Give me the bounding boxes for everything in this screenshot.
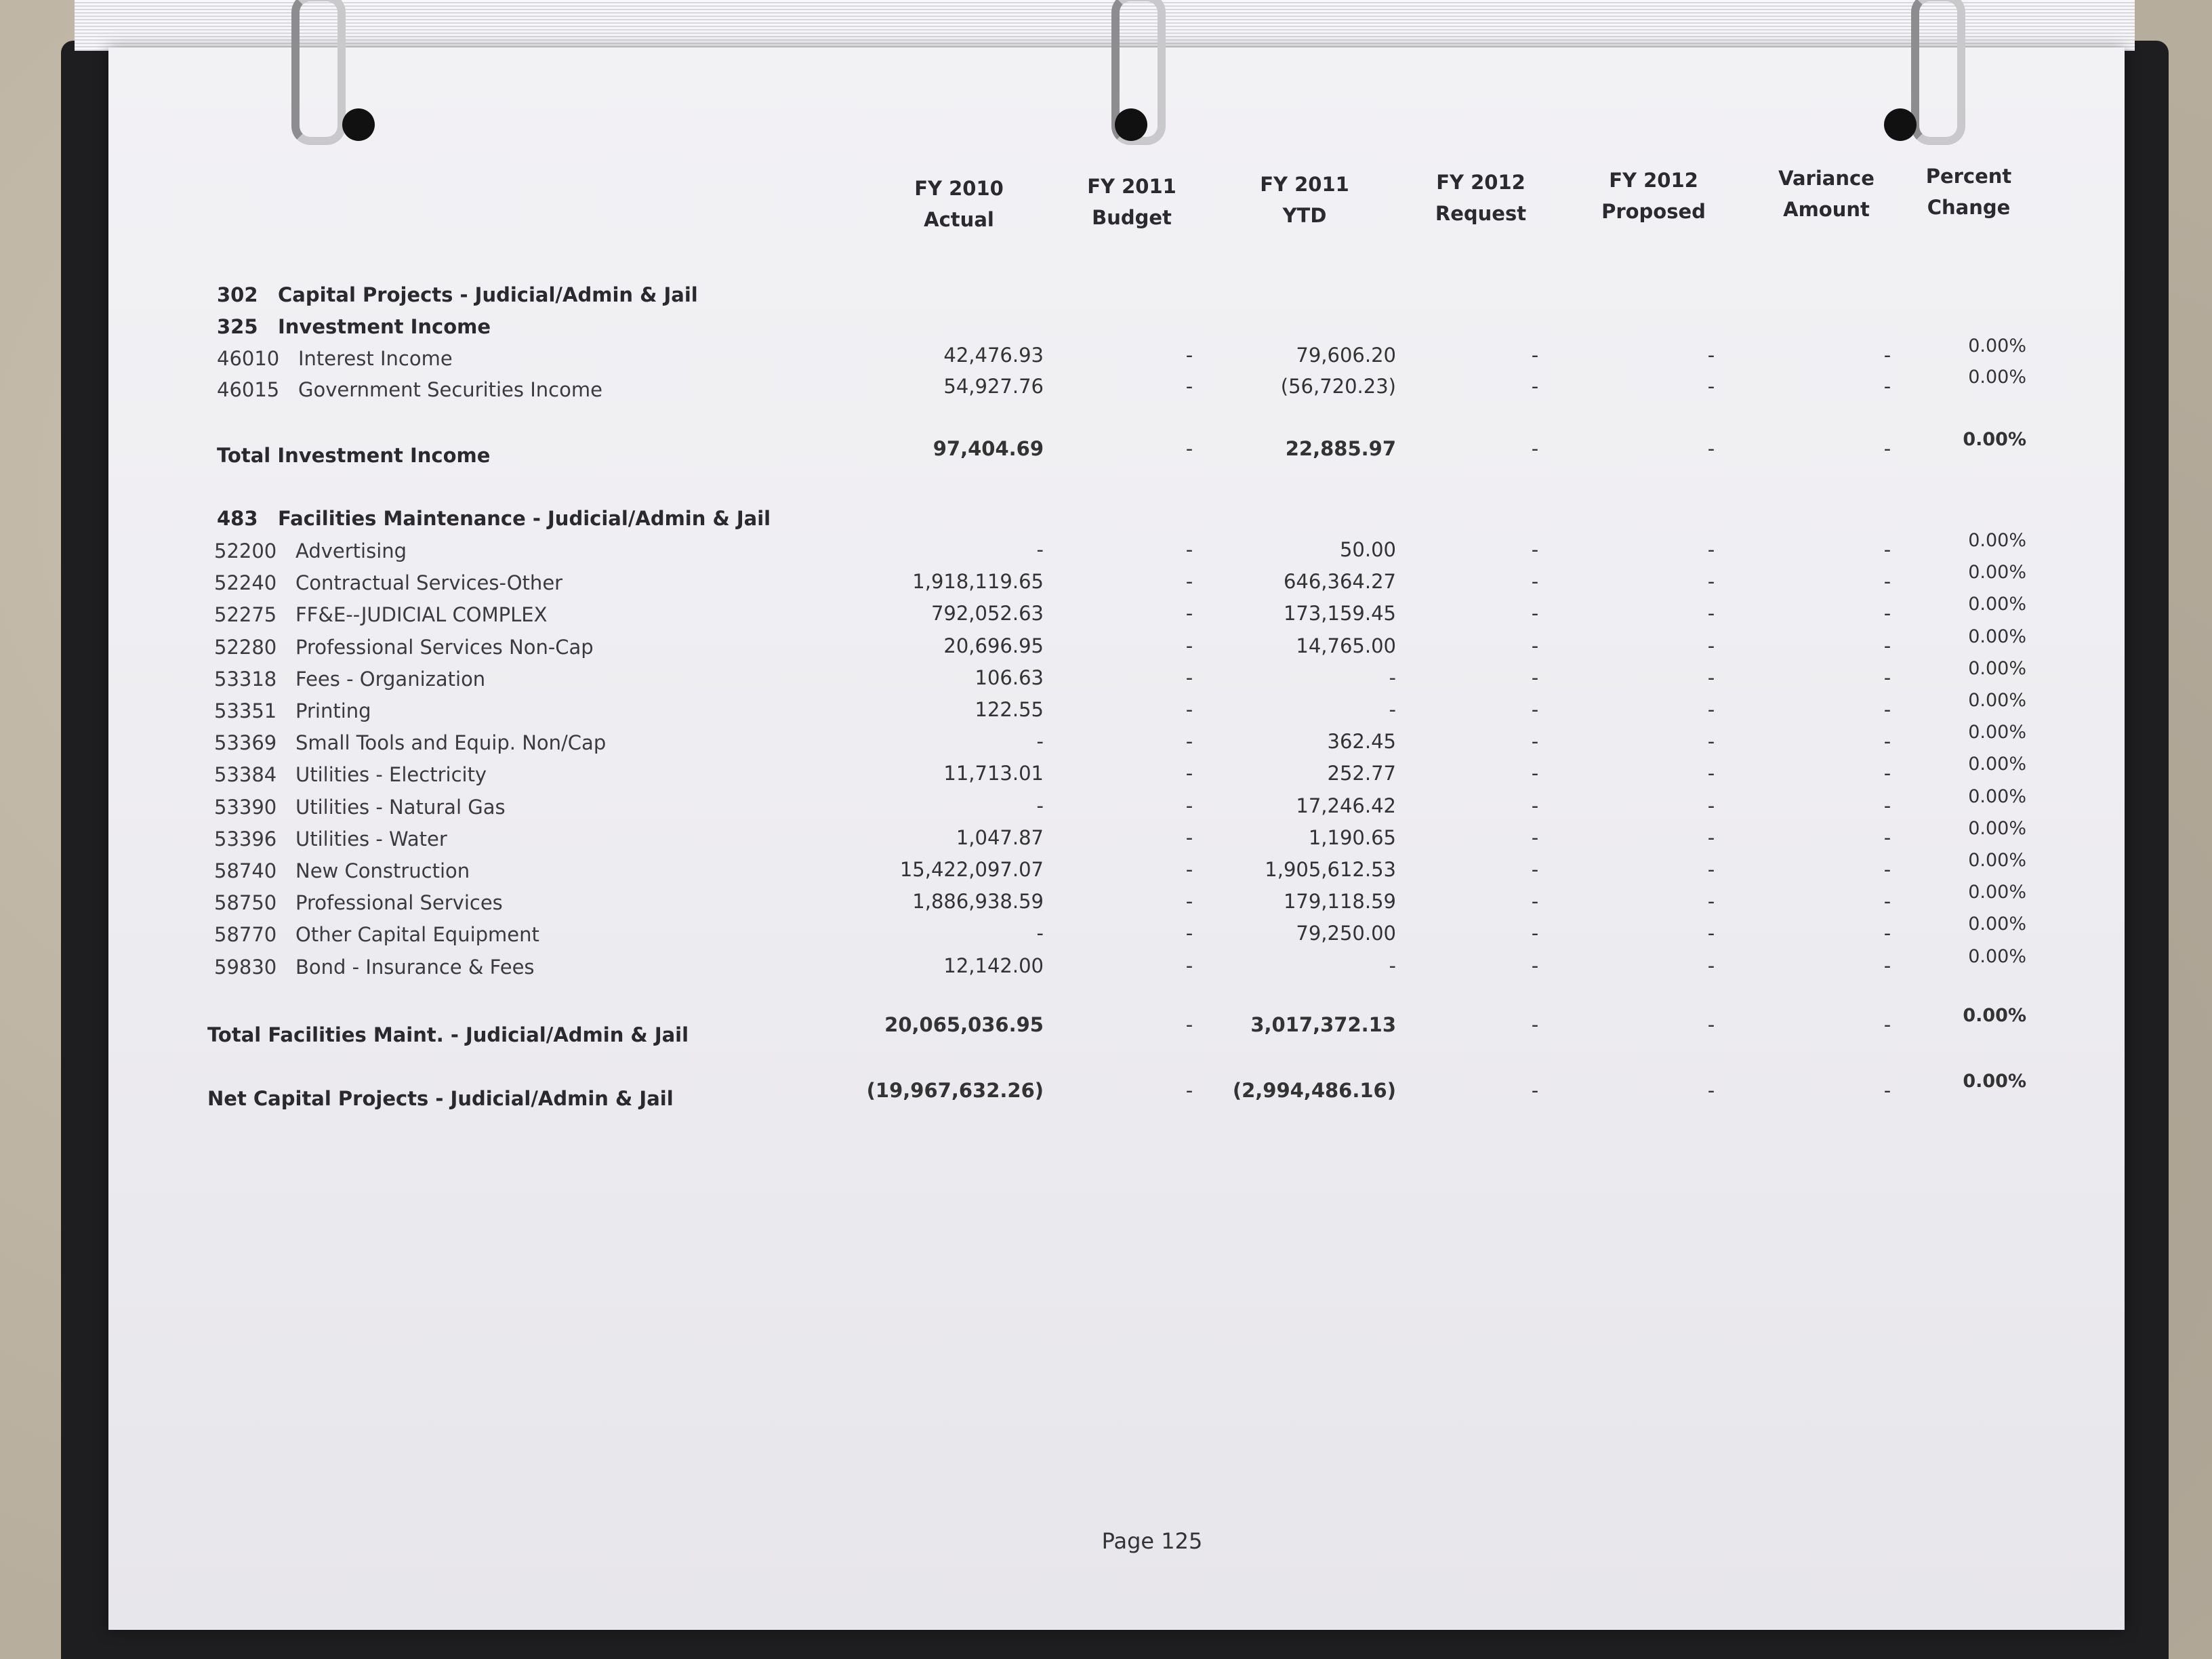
- line-item-fy2011-ytd: 17,246.42: [1296, 794, 1396, 817]
- line-item-percent-change: 0.00%: [1968, 562, 2026, 583]
- account-label: Advertising: [295, 539, 407, 562]
- section-total-fy2012-request: -: [1531, 1013, 1539, 1036]
- line-item-fy2010-actual: -: [1036, 538, 1044, 561]
- line-item-fy2011-budget: -: [1185, 602, 1193, 626]
- line-item-fy2011-ytd: -: [1389, 954, 1396, 977]
- section-total-label: Total Facilities Maint. - Judicial/Admin & Jail: [207, 1023, 689, 1046]
- page-number: Page 125: [1101, 1528, 1203, 1554]
- line-item-fy2012-proposed: -: [1707, 730, 1715, 754]
- line-item-fy2012-proposed: -: [1707, 890, 1715, 914]
- column-header-line1: FY 2012: [1436, 171, 1525, 194]
- account-label: Utilities - Electricity: [295, 763, 487, 787]
- line-item-fy2011-budget: -: [1185, 858, 1193, 881]
- net-total-fy2012-proposed: -: [1707, 1079, 1715, 1102]
- column-header: [1220, 169, 1389, 231]
- account-label: Other Capital Equipment: [295, 923, 539, 947]
- column-header: [1047, 171, 1216, 233]
- account-label: Fees - Organization: [295, 667, 486, 691]
- account-code: 58750: [214, 891, 277, 915]
- account-label: FF&E--JUDICIAL COMPLEX: [295, 603, 548, 627]
- line-item-variance-amount: -: [1883, 858, 1891, 881]
- account-label: New Construction: [295, 859, 470, 882]
- net-total-fy2011-ytd: (2,994,486.16): [1232, 1079, 1396, 1102]
- line-item-fy2012-proposed: -: [1707, 922, 1715, 945]
- section-total-fy2011-ytd: 3,017,372.13: [1250, 1013, 1396, 1036]
- line-item-fy2011-budget: -: [1185, 954, 1193, 977]
- line-item-percent-change: 0.00%: [1968, 817, 2026, 839]
- line-item-fy2010-actual: 20,696.95: [943, 634, 1044, 657]
- line-item-fy2011-ytd: -: [1389, 698, 1396, 721]
- section-total-fy2012-proposed: -: [1707, 1013, 1715, 1036]
- line-item-fy2010-actual: 42,476.93: [943, 344, 1044, 367]
- line-item-fy2011-ytd: 252.77: [1327, 762, 1396, 785]
- line-item-percent-change: 0.00%: [1968, 945, 2026, 967]
- account-code: 58740: [214, 859, 277, 882]
- section-total-percent-change: 0.00%: [1963, 1005, 2026, 1026]
- line-item-fy2012-request: -: [1531, 858, 1539, 881]
- column-header-line1: Percent: [1925, 165, 2012, 188]
- line-item-fy2012-request: -: [1531, 825, 1539, 849]
- net-total-fy2010-actual: (19,967,632.26): [866, 1079, 1044, 1102]
- punch-hole-right: [1884, 108, 1917, 141]
- column-header-line2: Change: [1927, 196, 2011, 219]
- line-item-fy2010-actual: 1,047.87: [956, 825, 1044, 849]
- line-item-fy2010-actual: -: [1036, 794, 1044, 817]
- section-title: Investment Income: [278, 315, 491, 338]
- punch-hole-left: [342, 108, 375, 141]
- account-label: Interest Income: [298, 347, 453, 370]
- fund-title: Capital Projects - Judicial/Admin & Jail: [278, 283, 698, 306]
- account-label: Printing: [295, 699, 371, 722]
- line-item-fy2011-budget: -: [1185, 698, 1193, 721]
- section-total-variance-amount: -: [1883, 437, 1891, 460]
- section-total-fy2012-request: -: [1531, 437, 1539, 460]
- line-item-fy2012-proposed: -: [1707, 665, 1715, 689]
- line-item-fy2012-request: -: [1531, 634, 1539, 657]
- section-total-variance-amount: -: [1883, 1013, 1891, 1036]
- line-item-percent-change: 0.00%: [1968, 722, 2026, 743]
- line-item-fy2011-budget: -: [1185, 570, 1193, 594]
- line-item-variance-amount: -: [1883, 922, 1891, 945]
- line-item-variance-amount: -: [1883, 570, 1891, 594]
- account-code: 59830: [214, 955, 277, 979]
- section-title: Facilities Maintenance - Judicial/Admin & Jail: [278, 507, 771, 530]
- section-total-percent-change: 0.00%: [1963, 429, 2026, 450]
- account-code: 53318: [214, 667, 277, 691]
- line-item-variance-amount: -: [1883, 602, 1891, 626]
- line-item-variance-amount: -: [1883, 538, 1891, 561]
- line-item-fy2010-actual: -: [1036, 730, 1044, 754]
- line-item-fy2012-proposed: -: [1707, 344, 1715, 367]
- line-item-percent-change: 0.00%: [1968, 850, 2026, 871]
- line-item-fy2010-actual: 15,422,097.07: [899, 858, 1044, 881]
- line-item-fy2012-proposed: -: [1707, 698, 1715, 721]
- line-item-variance-amount: -: [1883, 794, 1891, 817]
- net-total-label: Net Capital Projects - Judicial/Admin & Jail: [207, 1087, 674, 1110]
- line-item-fy2011-budget: -: [1185, 730, 1193, 754]
- account-code: 46010: [217, 347, 280, 370]
- line-item-fy2011-ytd: -: [1389, 665, 1396, 689]
- line-item-fy2010-actual: 12,142.00: [943, 954, 1044, 977]
- line-item-fy2011-ytd: 1,190.65: [1308, 825, 1396, 849]
- column-header-line2: Actual: [924, 208, 994, 231]
- line-item-fy2011-budget: -: [1185, 634, 1193, 657]
- line-item-fy2012-proposed: -: [1707, 570, 1715, 594]
- line-item-fy2011-budget: -: [1185, 665, 1193, 689]
- line-item-fy2012-proposed: -: [1707, 825, 1715, 849]
- section-total-label: Total Investment Income: [217, 444, 491, 467]
- line-item-fy2011-budget: -: [1185, 375, 1193, 398]
- line-item-fy2011-ytd: 173,159.45: [1283, 602, 1396, 626]
- account-label: Professional Services Non-Cap: [295, 635, 594, 659]
- line-item-fy2012-request: -: [1531, 344, 1539, 367]
- account-code: 53351: [214, 699, 277, 722]
- line-item-percent-change: 0.00%: [1968, 367, 2026, 388]
- line-item-fy2011-ytd: 1,905,612.53: [1265, 858, 1396, 881]
- column-header-line1: Variance: [1778, 167, 1875, 190]
- column-header: [1569, 165, 1738, 227]
- net-total-fy2012-request: -: [1531, 1079, 1539, 1102]
- line-item-variance-amount: -: [1883, 762, 1891, 785]
- account-code: 53384: [214, 763, 277, 787]
- line-item-fy2011-ytd: 362.45: [1327, 730, 1396, 754]
- line-item-fy2012-request: -: [1531, 698, 1539, 721]
- page-stack-edges: [75, 0, 2135, 51]
- account-label: Contractual Services-Other: [295, 571, 563, 595]
- section-total-fy2010-actual: 97,404.69: [933, 437, 1044, 460]
- line-item-fy2011-budget: -: [1185, 922, 1193, 945]
- column-header-line1: FY 2012: [1609, 169, 1698, 192]
- line-item-fy2012-request: -: [1531, 665, 1539, 689]
- line-item-percent-change: 0.00%: [1968, 690, 2026, 711]
- line-item-fy2010-actual: 11,713.01: [943, 762, 1044, 785]
- line-item-percent-change: 0.00%: [1968, 530, 2026, 551]
- account-label: Utilities - Natural Gas: [295, 795, 506, 819]
- net-total-fy2011-budget: -: [1185, 1079, 1193, 1102]
- line-item-fy2012-proposed: -: [1707, 794, 1715, 817]
- line-item-fy2012-request: -: [1531, 375, 1539, 398]
- line-item-percent-change: 0.00%: [1968, 626, 2026, 647]
- line-item-percent-change: 0.00%: [1968, 657, 2026, 679]
- line-item-fy2012-proposed: -: [1707, 538, 1715, 561]
- line-item-variance-amount: -: [1883, 730, 1891, 754]
- line-item-variance-amount: -: [1883, 890, 1891, 914]
- line-item-variance-amount: -: [1883, 698, 1891, 721]
- net-total-percent-change: 0.00%: [1963, 1071, 2026, 1092]
- line-item-percent-change: 0.00%: [1968, 754, 2026, 775]
- line-item-fy2011-budget: -: [1185, 538, 1193, 561]
- account-label: Utilities - Water: [295, 827, 447, 851]
- line-item-fy2011-budget: -: [1185, 890, 1193, 914]
- line-item-fy2010-actual: 792,052.63: [930, 602, 1044, 626]
- account-code: 53396: [214, 827, 277, 851]
- account-label: Professional Services: [295, 891, 503, 915]
- column-header: [1396, 167, 1565, 229]
- section-total-fy2011-budget: -: [1185, 437, 1193, 460]
- line-item-fy2012-request: -: [1531, 602, 1539, 626]
- account-code: 53390: [214, 795, 277, 819]
- punch-hole-center: [1115, 108, 1147, 141]
- line-item-percent-change: 0.00%: [1968, 882, 2026, 903]
- line-item-variance-amount: -: [1883, 825, 1891, 849]
- line-item-fy2012-proposed: -: [1707, 954, 1715, 977]
- line-item-variance-amount: -: [1883, 344, 1891, 367]
- line-item-fy2010-actual: 106.63: [975, 665, 1044, 689]
- column-header-line2: Amount: [1783, 198, 1870, 221]
- line-item-fy2010-actual: 1,886,938.59: [912, 890, 1044, 914]
- line-item-variance-amount: -: [1883, 665, 1891, 689]
- section-total-fy2011-ytd: 22,885.97: [1285, 437, 1396, 460]
- column-header-line2: Proposed: [1601, 200, 1706, 223]
- line-item-fy2012-request: -: [1531, 762, 1539, 785]
- line-item-fy2011-ytd: 50.00: [1339, 538, 1396, 561]
- line-item-fy2011-budget: -: [1185, 344, 1193, 367]
- column-header-line2: Request: [1435, 202, 1527, 225]
- column-header-line2: Budget: [1092, 206, 1172, 229]
- account-code: 52240: [214, 571, 277, 595]
- line-item-fy2012-proposed: -: [1707, 375, 1715, 398]
- line-item-fy2012-request: -: [1531, 538, 1539, 561]
- line-item-percent-change: 0.00%: [1968, 594, 2026, 615]
- column-header: [874, 173, 1044, 235]
- line-item-fy2011-ytd: (56,720.23): [1280, 375, 1396, 398]
- net-total-variance-amount: -: [1883, 1079, 1891, 1102]
- line-item-fy2011-budget: -: [1185, 825, 1193, 849]
- line-item-fy2010-actual: 1,918,119.65: [912, 570, 1044, 594]
- line-item-variance-amount: -: [1883, 375, 1891, 398]
- line-item-fy2012-proposed: -: [1707, 602, 1715, 626]
- account-code: 52280: [214, 635, 277, 659]
- section-total-fy2011-budget: -: [1185, 1013, 1193, 1036]
- binder-ring-right: [1911, 0, 1965, 145]
- line-item-fy2011-budget: -: [1185, 794, 1193, 817]
- line-item-percent-change: 0.00%: [1968, 785, 2026, 807]
- line-item-fy2012-request: -: [1531, 890, 1539, 914]
- account-label: Government Securities Income: [298, 378, 602, 401]
- column-header-line1: FY 2011: [1260, 173, 1349, 196]
- line-item-variance-amount: -: [1883, 954, 1891, 977]
- binder-ring-left: [291, 0, 346, 145]
- line-item-percent-change: 0.00%: [1968, 914, 2026, 935]
- account-label: Small Tools and Equip. Non/Cap: [295, 731, 607, 755]
- line-item-fy2010-actual: 122.55: [975, 698, 1044, 721]
- section-code: 325: [217, 315, 258, 338]
- line-item-fy2011-ytd: 14,765.00: [1296, 634, 1396, 657]
- account-code: 52275: [214, 603, 277, 627]
- line-item-fy2011-ytd: 646,364.27: [1283, 570, 1396, 594]
- line-item-fy2012-request: -: [1531, 730, 1539, 754]
- line-item-variance-amount: -: [1883, 634, 1891, 657]
- section-total-fy2012-proposed: -: [1707, 437, 1715, 460]
- column-header-line1: FY 2010: [914, 177, 1004, 200]
- line-item-fy2011-ytd: 79,606.20: [1296, 344, 1396, 367]
- line-item-fy2012-proposed: -: [1707, 762, 1715, 785]
- section-total-fy2010-actual: 20,065,036.95: [884, 1013, 1044, 1036]
- line-item-percent-change: 0.00%: [1968, 335, 2026, 356]
- line-item-fy2011-budget: -: [1185, 762, 1193, 785]
- line-item-fy2012-request: -: [1531, 922, 1539, 945]
- line-item-fy2010-actual: -: [1036, 922, 1044, 945]
- section-code: 483: [217, 507, 258, 530]
- line-item-fy2011-ytd: 179,118.59: [1283, 890, 1396, 914]
- line-item-fy2012-proposed: -: [1707, 634, 1715, 657]
- line-item-fy2012-request: -: [1531, 954, 1539, 977]
- account-code: 53369: [214, 731, 277, 755]
- line-item-fy2012-request: -: [1531, 570, 1539, 594]
- column-header: [1884, 161, 2053, 223]
- account-label: Bond - Insurance & Fees: [295, 955, 535, 979]
- column-header-line2: YTD: [1282, 204, 1327, 227]
- line-item-fy2012-proposed: -: [1707, 858, 1715, 881]
- line-item-fy2010-actual: 54,927.76: [943, 375, 1044, 398]
- column-header-line1: FY 2011: [1087, 175, 1176, 198]
- account-code: 46015: [217, 378, 280, 401]
- account-code: 52200: [214, 539, 277, 562]
- fund-code: 302: [217, 283, 258, 306]
- account-code: 58770: [214, 923, 277, 947]
- line-item-fy2012-request: -: [1531, 794, 1539, 817]
- line-item-fy2011-ytd: 79,250.00: [1296, 922, 1396, 945]
